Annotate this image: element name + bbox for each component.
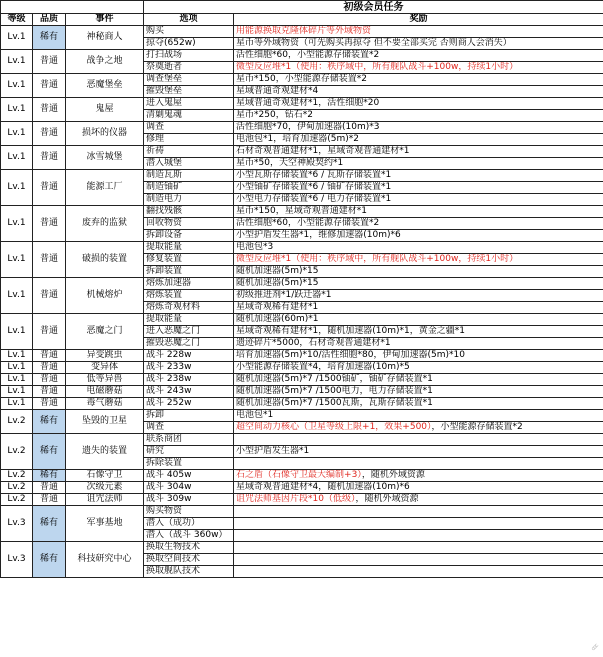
option-cell: 提取能量 (144, 314, 234, 326)
option-cell: 摧毁堡垒 (144, 86, 234, 98)
event-name-cell: 坠毁的卫星 (66, 410, 144, 434)
table-row (1, 206, 603, 218)
level-cell: Lv.1 (1, 398, 33, 410)
watermark: 🜸 (591, 643, 599, 652)
quality-cell: 稀有 (33, 470, 66, 482)
reward-cell: 小型能源存储装置*4，培育加速器(10m)*5 (234, 362, 603, 374)
option-cell: 拆除装置 (144, 458, 234, 470)
option-cell: 换取舰队技术 (144, 566, 234, 578)
quality-cell: 普通 (33, 362, 66, 374)
level-cell: Lv.1 (1, 278, 33, 314)
level-cell: Lv.1 (1, 98, 33, 122)
option-cell: 潜入（成功） (144, 518, 234, 530)
quality-cell: 普通 (33, 386, 66, 398)
reward-cell: 随机加速器(5m)*15 (234, 266, 603, 278)
event-name-cell: 次级元素 (66, 482, 144, 494)
table-row (1, 362, 603, 374)
level-cell: Lv.1 (1, 122, 33, 146)
option-cell: 联系商团 (144, 434, 234, 446)
option-cell: 战斗 228w (144, 350, 234, 362)
event-name-cell: 恶魔堡垒 (66, 74, 144, 98)
reward-cell (234, 530, 603, 542)
sheet-title: 初级会员任务 (144, 1, 603, 14)
table-row (1, 146, 603, 158)
level-cell: Lv.1 (1, 26, 33, 50)
option-cell: 研究 (144, 446, 234, 458)
event-name-cell: 军事基地 (66, 506, 144, 542)
quality-cell: 稀有 (33, 26, 66, 50)
reward-cell: 电池包*1，培育加速器(5m)*2 (234, 134, 603, 146)
option-cell: 战斗 405w (144, 470, 234, 482)
option-cell: 调查堡垒 (144, 74, 234, 86)
table-row (1, 170, 603, 182)
quality-cell: 普通 (33, 98, 66, 122)
level-cell: Lv.1 (1, 50, 33, 74)
col-header-quality: 品质 (33, 14, 66, 26)
option-cell: 提取能量 (144, 242, 234, 254)
quality-cell: 普通 (33, 146, 66, 170)
level-cell: Lv.3 (1, 542, 33, 578)
event-name-cell: 机械熔炉 (66, 278, 144, 314)
table-row (1, 542, 603, 554)
option-cell: 翻找残骸 (144, 206, 234, 218)
option-cell: 进入鬼屋 (144, 98, 234, 110)
reward-cell (234, 470, 603, 482)
table-row (1, 50, 603, 62)
col-header-reward: 奖励 (234, 14, 603, 26)
table-row (1, 506, 603, 518)
level-cell: Lv.2 (1, 470, 33, 482)
event-name-cell: 冰雪城堡 (66, 146, 144, 170)
reward-rest: ，随机外域资源 (361, 470, 425, 480)
event-name-cell: 低等异兽 (66, 374, 144, 386)
event-name-cell: 石像守卫 (66, 470, 144, 482)
quality-cell: 普通 (33, 278, 66, 314)
option-cell: 拆卸装置 (144, 266, 234, 278)
option-cell: 战斗 309w (144, 494, 234, 506)
option-cell: 战斗 252w (144, 398, 234, 410)
quality-cell: 稀有 (33, 434, 66, 470)
reward-cell (234, 458, 603, 470)
reward-cell: 活性细胞*60，小型能源存储装置*2 (234, 218, 603, 230)
reward-cell: 微型反应堆*1（使用：秩序域中，所有舰队战斗+100w，持续1小时） (234, 254, 603, 266)
option-cell: 潜入城堡 (144, 158, 234, 170)
reward-cell: 小型护盾发生器*1 (234, 446, 603, 458)
quality-cell: 普通 (33, 170, 66, 206)
event-name-cell: 遗失的装置 (66, 434, 144, 470)
reward-cell (234, 566, 603, 578)
reward-cell: 星币等外域物资（可先购买再掠夺 但不要全部买完 否则商人会消失） (234, 38, 603, 50)
quality-cell: 普通 (33, 314, 66, 350)
option-cell: 战斗 233w (144, 362, 234, 374)
reward-cell: 活性细胞*70，伊甸加速器(10m)*3 (234, 122, 603, 134)
quality-cell: 普通 (33, 206, 66, 242)
reward-cell (234, 434, 603, 446)
option-cell: 调查 (144, 122, 234, 134)
quality-cell: 普通 (33, 494, 66, 506)
event-name-cell: 破损的装置 (66, 242, 144, 278)
reward-cell: 星币*150，星域奇观普通建材*1 (234, 206, 603, 218)
option-cell: 战斗 243w (144, 386, 234, 398)
level-cell: Lv.2 (1, 494, 33, 506)
reward-cell: 星域奇观稀有建材*1 (234, 302, 603, 314)
reward-cell: 随机加速器(5m)*7 /1500瓦斯，瓦斯存储装置*1 (234, 398, 603, 410)
table-row (1, 26, 603, 38)
level-cell: Lv.1 (1, 374, 33, 386)
reward-cell: 星域奇观稀有建材*1，随机加速器(10m)*1，黄金之疆*1 (234, 326, 603, 338)
reward-cell (234, 542, 603, 554)
reward-cell (234, 518, 603, 530)
option-cell: 制造电力 (144, 194, 234, 206)
table-row (1, 398, 603, 410)
reward-cell: 小型护盾发生器*1，维修加速器(10m)*6 (234, 230, 603, 242)
event-name-cell: 战争之地 (66, 50, 144, 74)
reward-cell (234, 554, 603, 566)
event-name-cell: 毒气蘑菇 (66, 398, 144, 410)
reward-cell: 星币*50，天空神殿契约*1 (234, 158, 603, 170)
reward-cell: 随机加速器(5m)*7 /1500电力，电力存储装置*1 (234, 386, 603, 398)
quality-cell: 普通 (33, 122, 66, 146)
table-row (1, 74, 603, 86)
quality-cell: 稀有 (33, 506, 66, 542)
table-row (1, 482, 603, 494)
reward-cell (234, 506, 603, 518)
reward-cell: 初级推进剂*1/跃迁器*1 (234, 290, 603, 302)
option-cell: 熔炼奇观材料 (144, 302, 234, 314)
event-name-cell: 电磁蘑菇 (66, 386, 144, 398)
option-cell: 掠夺(652w) (144, 38, 234, 50)
table-row (1, 494, 603, 506)
event-name-cell: 废弃的监狱 (66, 206, 144, 242)
table-row (1, 470, 603, 482)
reward-cell: 用能源换取克隆体碎片等外域物资 (234, 26, 603, 38)
option-cell: 进入恶魔之门 (144, 326, 234, 338)
event-name-cell: 能源工厂 (66, 170, 144, 206)
option-cell: 潜入（战斗 360w） (144, 530, 234, 542)
level-cell: Lv.1 (1, 314, 33, 350)
reward-cell: 星币*250，钻石*2 (234, 110, 603, 122)
quality-cell: 普通 (33, 74, 66, 98)
event-name-cell: 神秘商人 (66, 26, 144, 50)
quality-cell: 普通 (33, 350, 66, 362)
option-cell: 换取生物技术 (144, 542, 234, 554)
table-row (1, 386, 603, 398)
table-row (1, 242, 603, 254)
reward-cell: 随机加速器(5m)*7 /1500铀矿，铀矿存储装置*1 (234, 374, 603, 386)
level-cell: Lv.1 (1, 206, 33, 242)
option-cell: 制造瓦斯 (144, 170, 234, 182)
col-header-option: 选项 (144, 14, 234, 26)
reward-cell: 电池包*3 (234, 242, 603, 254)
option-cell: 修复装置 (144, 254, 234, 266)
option-cell: 祈祷 (144, 146, 234, 158)
quality-cell: 普通 (33, 242, 66, 278)
level-cell: Lv.1 (1, 350, 33, 362)
option-cell: 购买物资 (144, 506, 234, 518)
reward-cell: 小型电力存储装置*6 / 电力存储装置*1 (234, 194, 603, 206)
reward-cell: 随机加速器(5m)*15 (234, 278, 603, 290)
quest-table-body (1, 26, 603, 578)
table-row (1, 314, 603, 326)
col-header-event: 事件 (66, 14, 144, 26)
table-row (1, 122, 603, 134)
event-name-cell: 恶魔之门 (66, 314, 144, 350)
option-cell: 回收物资 (144, 218, 234, 230)
reward-cell: 培育加速器(5m)*10/活性细胞*80，伊甸加速器(5m)*10 (234, 350, 603, 362)
table-row (1, 410, 603, 422)
option-cell: 购买 (144, 26, 234, 38)
option-cell: 熔炼装置 (144, 290, 234, 302)
title-left-blank (1, 1, 144, 14)
level-cell: Lv.1 (1, 170, 33, 206)
level-cell: Lv.1 (1, 146, 33, 170)
event-name-cell: 变异体 (66, 362, 144, 374)
header-row (1, 14, 603, 26)
option-cell: 打扫战场 (144, 50, 234, 62)
reward-cell: 星币*150，小型能源存储装置*2 (234, 74, 603, 86)
table-row (1, 278, 603, 290)
option-cell: 战斗 238w (144, 374, 234, 386)
table-row (1, 374, 603, 386)
quality-cell: 普通 (33, 50, 66, 74)
option-cell: 调查 (144, 422, 234, 434)
reward-cell: 星域奇观普通建材*4，随机加速器(10m)*6 (234, 482, 603, 494)
reward-cell (234, 494, 603, 506)
quality-cell: 稀有 (33, 542, 66, 578)
level-cell: Lv.1 (1, 386, 33, 398)
reward-cell: 石材奇观普通建材*1，星域奇观普通建材*1 (234, 146, 603, 158)
level-cell: Lv.3 (1, 506, 33, 542)
option-cell: 换取空间技术 (144, 554, 234, 566)
reward-cell: 小型铀矿存储装置*6 / 铀矿存储装置*1 (234, 182, 603, 194)
option-cell: 拆卸 (144, 410, 234, 422)
level-cell: Lv.2 (1, 410, 33, 434)
reward-cell (234, 422, 603, 434)
reward-cell: 微型反应堆*1（使用：秩序域中，所有舰队战斗+100w，持续1小时） (234, 62, 603, 74)
option-cell: 制造铀矿 (144, 182, 234, 194)
col-header-level: 等级 (1, 14, 33, 26)
event-name-cell: 诅咒法师 (66, 494, 144, 506)
reward-rest: ，小型能源存储装置*2 (431, 422, 523, 432)
level-cell: Lv.1 (1, 74, 33, 98)
event-name-cell: 科技研究中心 (66, 542, 144, 578)
quality-cell: 普通 (33, 398, 66, 410)
level-cell: Lv.1 (1, 362, 33, 374)
option-cell: 战斗 304w (144, 482, 234, 494)
event-name-cell: 鬼屋 (66, 98, 144, 122)
quality-cell: 稀有 (33, 410, 66, 434)
reward-cell: 遗迹碎片*5000，石材奇观普通建材*1 (234, 338, 603, 350)
option-cell: 拆卸设备 (144, 230, 234, 242)
reward-cell: 随机加速器(60m)*1 (234, 314, 603, 326)
reward-cell: 星域普通奇观建材*4 (234, 86, 603, 98)
reward-cell: 小型瓦斯存储装置*6 / 瓦斯存储装置*1 (234, 170, 603, 182)
reward-rest: ，随机外域资源 (355, 494, 419, 504)
option-cell: 摧毁恶魔之门 (144, 338, 234, 350)
reward-highlight: 诅咒法师基因片段*10（低级） (236, 494, 356, 504)
reward-highlight: 石之盾（石像守卫最大编制+3） (236, 470, 362, 480)
table-row (1, 434, 603, 446)
reward-cell: 星域普通奇观建材*1，活性细胞*20 (234, 98, 603, 110)
quality-cell: 普通 (33, 374, 66, 386)
table-row (1, 98, 603, 110)
quality-cell: 普通 (33, 482, 66, 494)
reward-cell: 活性细胞*60，小型能源存储装置*2 (234, 50, 603, 62)
table-row (1, 350, 603, 362)
option-cell: 清剿鬼魂 (144, 110, 234, 122)
level-cell: Lv.2 (1, 482, 33, 494)
event-name-cell: 异变跳虫 (66, 350, 144, 362)
option-cell: 修理 (144, 134, 234, 146)
option-cell: 熔炼加速器 (144, 278, 234, 290)
level-cell: Lv.2 (1, 434, 33, 470)
level-cell: Lv.1 (1, 242, 33, 278)
reward-cell: 电池包*1 (234, 410, 603, 422)
option-cell: 祭奠逝者 (144, 62, 234, 74)
reward-highlight: 超空间动力核心（卫星等级上限+1，效果+500） (236, 422, 432, 432)
event-name-cell: 损坏的仪器 (66, 122, 144, 146)
